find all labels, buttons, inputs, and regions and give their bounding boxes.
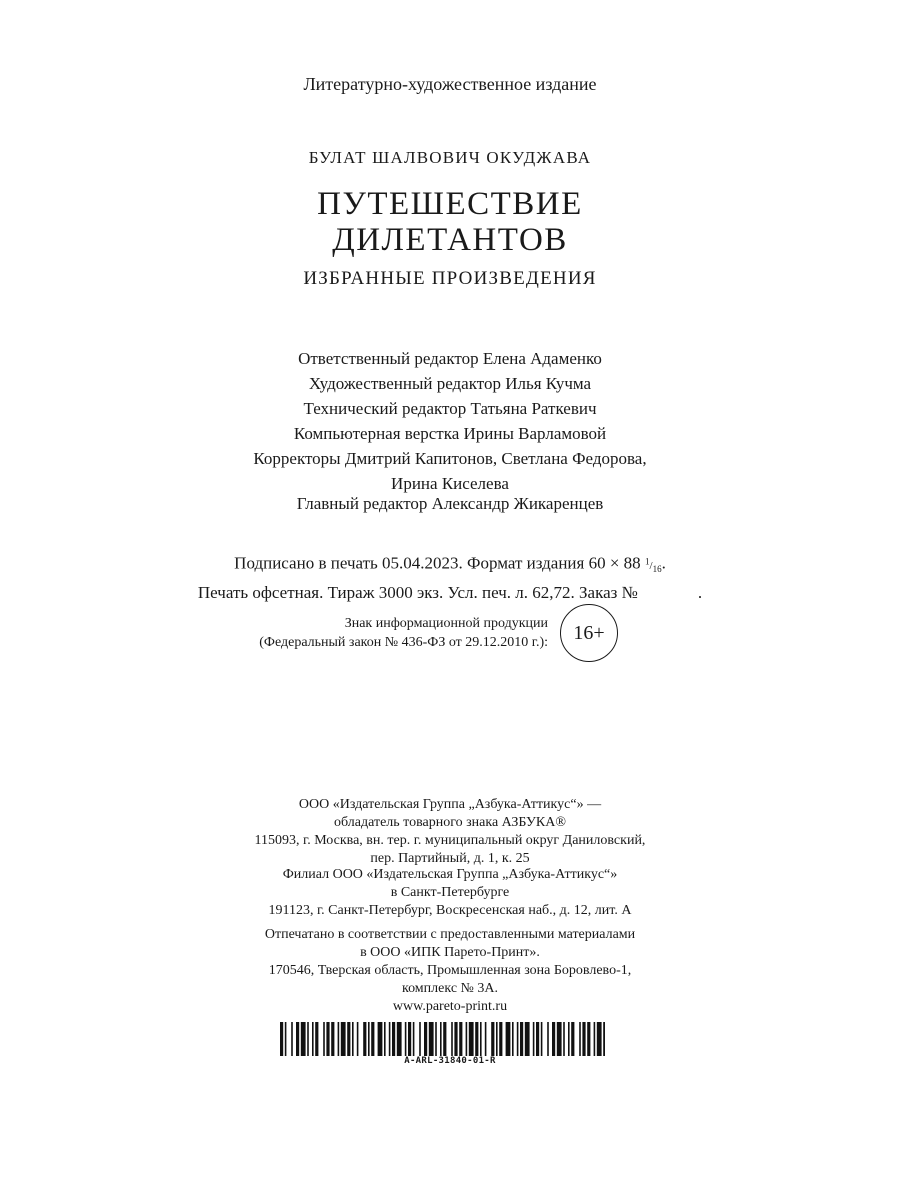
chief-editor: Главный редактор Александр Жикаренцев [296,494,604,513]
barcode-bar [541,1022,543,1056]
imprint-line: Отпечатано в соответствии с предоставленными материалами [264,927,636,942]
print-info-line [0,581,900,604]
credit-line: Технический редактор Татьяна Раткевич [303,399,597,418]
info-mark-text [238,614,548,652]
barcode-bar [341,1022,346,1056]
barcode-bar [424,1022,427,1056]
barcode-bar [285,1022,287,1056]
edition-type: Литературно-художественное издание [303,74,597,94]
imprint-line: пер. Партийный, д. 1, к. 25 [370,851,530,866]
barcode-bar [405,1022,407,1056]
imprint-line: в ООО «ИПК Парето-Принт». [360,945,540,960]
info-mark-line: (Федеральный закон № 436-ФЗ от 29.12.2010 г.): [259,635,548,650]
print-info [0,550,900,604]
barcode-bar [563,1022,565,1056]
barcode-bar [520,1022,523,1056]
barcode-bar [435,1022,437,1056]
printer-website: www.pareto-print.ru [392,999,508,1014]
credit-line: Художественный редактор Илья Кучма [308,374,592,393]
barcode-bar [368,1022,370,1056]
barcode-bar [291,1022,293,1056]
barcode-bar [352,1022,354,1056]
print-info-end: . [697,582,703,602]
barcode-bar [357,1022,359,1056]
barcode-bar [587,1022,590,1056]
format-fraction [644,556,662,574]
barcode-bar [440,1022,442,1056]
barcode-bar [307,1022,309,1056]
barcode-bar [397,1022,402,1056]
print-info-end: . [661,553,666,573]
barcode-bar [459,1022,462,1056]
barcode-bar [499,1022,502,1056]
barcode-bar [594,1022,596,1056]
book-title-line: ПУТЕШЕСТВИЕ [317,186,583,222]
barcode-bar [491,1022,494,1056]
imprint-line: Филиал ООО «Издательская Группа „Азбука-Аттикус“» [282,867,618,882]
barcode-bar [323,1022,325,1056]
barcode-bar [496,1022,498,1056]
barcode-bar [331,1022,334,1056]
barcode-bar [338,1022,340,1056]
imprint-line: ООО «Издательская Группа „Азбука-Аттикус“» — [298,797,602,812]
barcode-bar [512,1022,514,1056]
author-name: БУЛАТ ШАЛВОВИЧ ОКУДЖАВА [308,148,592,167]
barcode-bar [280,1022,283,1056]
barcode [280,1022,605,1056]
barcode-bar [552,1022,555,1056]
print-info-text: Печать офсетная. Тираж 3000 экз. Усл. печ. л. 62,72. Заказ № [197,582,638,602]
book-title-line: ДИЛЕТАНТОВ [332,222,568,258]
barcode-bar [301,1022,306,1056]
barcode-bar [568,1022,570,1056]
book-subtitle: ИЗБРАННЫЕ ПРОИЗВЕДЕНИЯ [303,268,597,289]
barcode-bar [466,1022,468,1056]
barcode-bar [296,1022,299,1056]
branch-block [0,866,900,920]
credit-line: Ирина Киселева [391,474,509,493]
barcode-bar [443,1022,446,1056]
barcode-bar [480,1022,482,1056]
barcode-bar [392,1022,395,1056]
publisher-block [0,796,900,868]
barcode-bar [347,1022,350,1056]
barcode-bar [378,1022,383,1056]
barcode-bar [603,1022,605,1056]
barcode-bar [579,1022,581,1056]
imprint-line: в Санкт-Петербурге [390,885,510,900]
barcode-bar [408,1022,411,1056]
barcode-bar [315,1022,318,1056]
fraction-separator: / [649,559,653,572]
barcode-bar [371,1022,374,1056]
barcode-bar [582,1022,585,1056]
barcode-bar [506,1022,511,1056]
imprint-line: комплекс № 3А. [401,981,498,996]
barcode-bar [326,1022,329,1056]
imprint-line: 170546, Тверская область, Промышленная зона Боровлево-1, [268,963,632,978]
barcode-bar [525,1022,530,1056]
barcode-bar [429,1022,434,1056]
barcode-bar [454,1022,457,1056]
print-info-text: Подписано в печать 05.04.2023. Формат издания 60 × 88 [234,553,641,573]
age-rating-badge: 16+ [560,604,618,662]
barcode-bar [536,1022,539,1056]
barcode-bar [475,1022,478,1056]
credit-line: Корректоры Дмитрий Капитонов, Светлана Федорова, [253,449,647,468]
fraction-denominator: 16 [652,563,662,574]
barcode-bar [547,1022,549,1056]
barcode-bar [451,1022,453,1056]
barcode-bar [533,1022,535,1056]
barcode-code: A-ARL-31840-01-R [404,1056,496,1066]
imprint-line: 191123, г. Санкт-Петербург, Воскресенская наб., д. 12, лит. А [268,903,632,918]
info-mark-line: Знак информационной продукции [344,616,548,631]
barcode-bar [571,1022,574,1056]
fraction-numerator: 1 [644,556,650,566]
credits-list [0,346,900,496]
barcode-bar [363,1022,366,1056]
barcode-bar [389,1022,391,1056]
barcode-bar [597,1022,602,1056]
print-info-line [0,550,900,581]
credit-line: Компьютерная верстка Ирины Варламовой [293,424,607,443]
credit-line: Ответственный редактор Елена Адаменко [298,349,602,368]
barcode-bar [419,1022,421,1056]
barcode-bar [469,1022,474,1056]
barcode-bar [384,1022,386,1056]
printer-block [0,926,900,1016]
book-title [0,186,900,258]
barcode-bar [517,1022,519,1056]
barcode-bar [485,1022,487,1056]
imprint-line: 115093, г. Москва, вн. тер. г. муниципальный округ Даниловский, [254,833,646,848]
imprint-line: обладатель товарного знака АЗБУКА® [334,815,566,830]
barcode-bar [413,1022,415,1056]
barcode-bar [312,1022,314,1056]
barcode-bar [557,1022,562,1056]
